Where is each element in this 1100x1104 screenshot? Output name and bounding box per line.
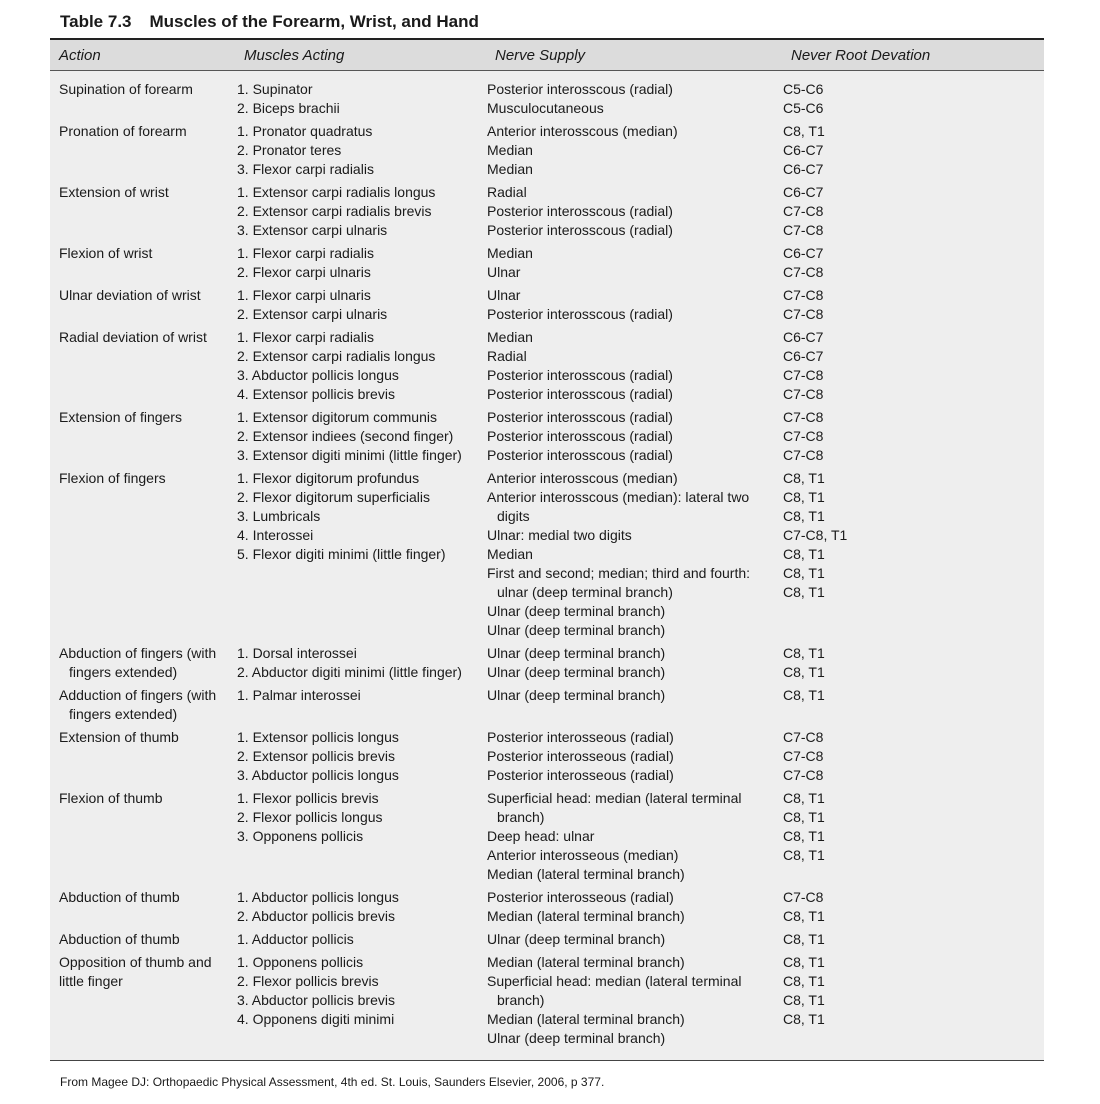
nerve-cell [487,930,783,949]
table-header-row [50,40,1044,71]
header-action: Action [59,47,101,64]
root-cell [783,328,983,404]
nerve-cell-line: Posterior interosscous (radial) [487,386,673,402]
muscles-cell-line: 1. Palmar interossei [237,687,361,703]
nerve-cell-line: Musculocutaneous [487,100,604,116]
table-row [50,686,1044,728]
action-cell-line: Extension of fingers [59,409,182,425]
root-cell-line: C7-C8 [783,306,824,322]
root-cell-line: C8, T1 [783,809,825,825]
nerve-cell-line: Median (lateral terminal branch) [487,1011,685,1027]
nerve-cell-line: Ulnar (deep terminal branch) [487,1030,666,1046]
action-cell [50,328,237,404]
action-cell [50,122,237,179]
muscles-cell-line: 2. Extensor pollicis brevis [237,748,395,764]
muscles-cell [237,328,487,404]
nerve-cell-line: Posterior interosseous (radial) [487,889,674,905]
nerve-cell [487,789,783,884]
muscles-cell-line: 2. Pronator teres [237,142,342,158]
action-cell-line: Opposition of thumb and [59,954,212,970]
root-cell-line: C6-C7 [783,184,824,200]
action-cell-line: Extension of wrist [59,184,169,200]
root-cell-line: C8, T1 [783,908,825,924]
nerve-cell-line: Deep head: ulnar [487,828,595,844]
root-cell-line: C7-C8, T1 [783,527,848,543]
muscles-cell [237,80,487,118]
header-root: Never Root Devation [791,47,931,64]
action-cell-line: fingers extended) [69,664,178,680]
nerve-cell-line: Posterior interosscous (radial) [487,428,673,444]
source-citation: From Magee DJ: Orthopaedic Physical Assessment, 4th ed. St. Louis, Saunders Elsevier, 2006, p 377. [60,1075,605,1089]
muscles-cell-line: 1. Flexor carpi radialis [237,245,374,261]
nerve-cell [487,122,783,179]
nerve-cell-line: Anterior interosseous (median) [487,847,679,863]
nerve-cell-line: Posterior interosseous (radial) [487,748,674,764]
action-cell [50,888,237,926]
nerve-cell-line: Ulnar (deep terminal branch) [487,931,666,947]
action-cell-line: Abduction of thumb [59,889,180,905]
nerve-cell-line: Superficial head: median (lateral terminal [487,790,742,806]
action-cell [50,408,237,465]
muscles-cell-line: 1. Extensor pollicis longus [237,729,399,745]
muscles-cell-line: 1. Flexor pollicis brevis [237,790,379,806]
root-cell-line: C6-C7 [783,348,824,364]
table-body [50,80,1044,1052]
action-cell [50,686,237,724]
action-cell [50,286,237,324]
muscles-cell [237,469,487,640]
root-cell [783,953,983,1048]
nerve-cell-line: Posterior interosscous (radial) [487,367,673,383]
nerve-cell-line: Median [487,329,533,345]
muscles-cell-line: 3. Flexor carpi radialis [237,161,374,177]
root-cell-line: C7-C8 [783,386,824,402]
nerve-cell-line: Median (lateral terminal branch) [487,954,685,970]
nerve-cell-line: Ulnar [487,287,521,303]
table-row [50,286,1044,328]
nerve-cell-line: Ulnar [487,264,521,280]
root-cell-line: C8, T1 [783,931,825,947]
nerve-cell-line: Median (lateral terminal branch) [487,866,685,882]
muscles-cell [237,789,487,884]
root-cell [783,244,983,282]
muscles-cell-line: 1. Pronator quadratus [237,123,373,139]
action-cell-line: Pronation of forearm [59,123,187,139]
muscles-cell-line: 2. Abductor digiti minimi (little finger) [237,664,462,680]
header-muscles: Muscles Acting [244,47,345,64]
root-cell-line: C6-C7 [783,245,824,261]
muscles-cell-line: 1. Abductor pollicis longus [237,889,399,905]
root-cell-line: C7-C8 [783,729,824,745]
muscles-cell-line: 1. Dorsal interossei [237,645,357,661]
root-cell-line: C8, T1 [783,584,825,600]
table-row [50,122,1044,183]
nerve-cell-line: Median [487,245,533,261]
muscles-cell-line: 4. Interossei [237,527,314,543]
root-cell-line: C6-C7 [783,329,824,345]
root-cell [783,286,983,324]
nerve-cell-line: digits [497,508,530,524]
nerve-cell [487,888,783,926]
nerve-cell-line: Radial [487,348,527,364]
root-cell-line: C8, T1 [783,546,825,562]
muscles-cell [237,953,487,1048]
nerve-cell [487,644,783,682]
muscles-cell-line: 1. Adductor pollicis [237,931,354,947]
nerve-cell-line: Ulnar (deep terminal branch) [487,603,666,619]
root-cell-line: C7-C8 [783,447,824,463]
root-cell [783,122,983,179]
root-cell-line: C5-C6 [783,100,824,116]
nerve-cell [487,728,783,785]
muscles-cell [237,686,487,724]
root-cell-line: C7-C8 [783,203,824,219]
muscles-cell-line: 2. Extensor carpi radialis brevis [237,203,432,219]
nerve-cell-line: Ulnar: medial two digits [487,527,632,543]
action-cell-line: Extension of thumb [59,729,179,745]
muscles-cell-line: 4. Extensor pollicis brevis [237,386,395,402]
root-cell-line: C8, T1 [783,123,825,139]
action-cell-line: Supination of forearm [59,81,193,97]
root-cell [783,789,983,884]
muscles-cell-line: 2. Extensor carpi radialis longus [237,348,436,364]
header-nerve: Nerve Supply [495,47,586,64]
nerve-cell-line: branch) [497,992,545,1008]
root-cell-line: C8, T1 [783,687,825,703]
table-row [50,953,1044,1052]
muscles-cell-line: 2. Flexor carpi ulnaris [237,264,371,280]
root-cell-line: C7-C8 [783,264,824,280]
root-cell-line: C7-C8 [783,222,824,238]
nerve-cell-line: Median [487,546,533,562]
table-row [50,80,1044,122]
action-cell [50,469,237,640]
muscles-cell [237,408,487,465]
table-title-text: Muscles of the Forearm, Wrist, and Hand [149,12,479,31]
nerve-cell-line: branch) [497,809,545,825]
table-row [50,469,1044,644]
nerve-cell [487,953,783,1048]
muscles-table [50,38,1044,1061]
nerve-cell-line: Median [487,142,533,158]
nerve-cell-line: Posterior interosscous (radial) [487,222,673,238]
nerve-cell [487,469,783,640]
root-cell [783,686,983,724]
root-cell-line: C7-C8 [783,428,824,444]
muscles-cell [237,183,487,240]
table-row [50,888,1044,930]
table-row [50,408,1044,469]
nerve-cell-line: Median [487,161,533,177]
root-cell [783,469,983,640]
nerve-cell-line: Posterior interosscous (radial) [487,409,673,425]
action-cell [50,930,237,949]
root-cell-line: C7-C8 [783,409,824,425]
muscles-cell-line: 1. Supinator [237,81,313,97]
nerve-cell [487,183,783,240]
nerve-cell-line: Median (lateral terminal branch) [487,908,685,924]
root-cell-line: C7-C8 [783,767,824,783]
muscles-cell-line: 4. Opponens digiti minimi [237,1011,395,1027]
table-row [50,930,1044,953]
muscles-cell-line: 2. Flexor pollicis brevis [237,973,379,989]
table-number: Table 7.3 [60,12,132,31]
root-cell-line: C7-C8 [783,889,824,905]
table-row [50,789,1044,888]
nerve-cell-line: Posterior interosseous (radial) [487,729,674,745]
muscles-cell-line: 3. Extensor digiti minimi (little finger) [237,447,462,463]
nerve-cell-line: Ulnar (deep terminal branch) [487,622,666,638]
nerve-cell-line: Posterior interosseous (radial) [487,767,674,783]
action-cell-line: Radial deviation of wrist [59,329,207,345]
nerve-cell-line: Superficial head: median (lateral terminal [487,973,742,989]
root-cell [783,728,983,785]
muscles-cell-line: 5. Flexor digiti minimi (little finger) [237,546,446,562]
table-row [50,728,1044,789]
root-cell [783,930,983,949]
table-row [50,644,1044,686]
muscles-cell-line: 2. Extensor indiees (second finger) [237,428,454,444]
action-cell-line: Flexion of wrist [59,245,153,261]
muscles-cell-line: 2. Biceps brachii [237,100,340,116]
root-cell-line: C6-C7 [783,161,824,177]
muscles-cell [237,244,487,282]
action-cell-line: Abduction of thumb [59,931,180,947]
muscles-cell [237,644,487,682]
root-cell-line: C7-C8 [783,287,824,303]
nerve-cell-line: Anterior interosscous (median) [487,470,678,486]
action-cell [50,789,237,884]
action-cell [50,644,237,682]
table-title [60,12,479,32]
muscles-cell [237,122,487,179]
root-cell-line: C8, T1 [783,489,825,505]
nerve-cell-line: Radial [487,184,527,200]
action-cell [50,183,237,240]
nerve-cell-line: Anterior interosscous (median): lateral two [487,489,750,505]
root-cell-line: C5-C6 [783,81,824,97]
muscles-cell-line: 3. Opponens pollicis [237,828,364,844]
nerve-cell [487,328,783,404]
muscles-cell-line: 2. Abductor pollicis brevis [237,908,395,924]
root-cell [783,644,983,682]
nerve-cell [487,244,783,282]
muscles-cell [237,728,487,785]
nerve-cell-line: Anterior interosscous (median) [487,123,678,139]
muscles-cell-line: 2. Flexor digitorum superficialis [237,489,430,505]
muscles-cell-line: 3. Abductor pollicis longus [237,367,399,383]
muscles-cell-line: 1. Flexor carpi radialis [237,329,374,345]
root-cell-line: C7-C8 [783,748,824,764]
nerve-cell-line: Posterior interosscous (radial) [487,81,673,97]
muscles-cell-line: 3. Lumbricals [237,508,321,524]
nerve-cell [487,80,783,118]
root-cell-line: C8, T1 [783,508,825,524]
root-cell-line: C8, T1 [783,664,825,680]
muscles-cell-line: 1. Opponens pollicis [237,954,364,970]
table-row [50,244,1044,286]
muscles-cell-line: 1. Flexor digitorum profundus [237,470,420,486]
root-cell-line: C8, T1 [783,565,825,581]
nerve-cell-line: Ulnar (deep terminal branch) [487,664,666,680]
action-cell-line: little finger [59,973,123,989]
muscles-cell-line: 1. Extensor digitorum communis [237,409,437,425]
nerve-cell-line: First and second; median; third and fourth: [487,565,751,581]
nerve-cell-line: Ulnar (deep terminal branch) [487,687,666,703]
muscles-cell-line: 3. Abductor pollicis longus [237,767,399,783]
root-cell-line: C8, T1 [783,954,825,970]
nerve-cell-line: ulnar (deep terminal branch) [497,584,673,600]
muscles-cell-line: 1. Extensor carpi radialis longus [237,184,436,200]
action-cell-line: fingers extended) [69,706,178,722]
nerve-cell [487,686,783,724]
action-cell-line: Flexion of thumb [59,790,163,806]
root-cell-line: C8, T1 [783,992,825,1008]
action-cell [50,80,237,118]
table-row [50,328,1044,408]
root-cell [783,408,983,465]
action-cell-line: Abduction of fingers (with [59,645,217,661]
table-row [50,183,1044,244]
muscles-cell-line: 3. Extensor carpi ulnaris [237,222,388,238]
root-cell-line: C8, T1 [783,470,825,486]
root-cell [783,183,983,240]
muscles-cell-line: 1. Flexor carpi ulnaris [237,287,371,303]
muscles-cell-line: 3. Abductor pollicis brevis [237,992,395,1008]
root-cell-line: C8, T1 [783,828,825,844]
nerve-cell-line: Ulnar (deep terminal branch) [487,645,666,661]
root-cell-line: C8, T1 [783,790,825,806]
muscles-cell [237,286,487,324]
root-cell-line: C6-C7 [783,142,824,158]
root-cell-line: C8, T1 [783,847,825,863]
nerve-cell [487,286,783,324]
action-cell-line: Flexion of fingers [59,470,166,486]
muscles-cell-line: 2. Flexor pollicis longus [237,809,383,825]
root-cell-line: C7-C8 [783,367,824,383]
action-cell [50,244,237,282]
action-cell-line: Adduction of fingers (with [59,687,217,703]
root-cell [783,80,983,118]
action-cell [50,953,237,1048]
muscles-cell [237,888,487,926]
nerve-cell-line: Posterior interosscous (radial) [487,447,673,463]
nerve-cell-line: Posterior interosscous (radial) [487,203,673,219]
root-cell-line: C8, T1 [783,645,825,661]
nerve-cell [487,408,783,465]
action-cell [50,728,237,785]
root-cell [783,888,983,926]
muscles-cell-line: 2. Extensor carpi ulnaris [237,306,388,322]
root-cell-line: C8, T1 [783,1011,825,1027]
muscles-cell [237,930,487,949]
nerve-cell-line: Posterior interosscous (radial) [487,306,673,322]
action-cell-line: Ulnar deviation of wrist [59,287,201,303]
root-cell-line: C8, T1 [783,973,825,989]
